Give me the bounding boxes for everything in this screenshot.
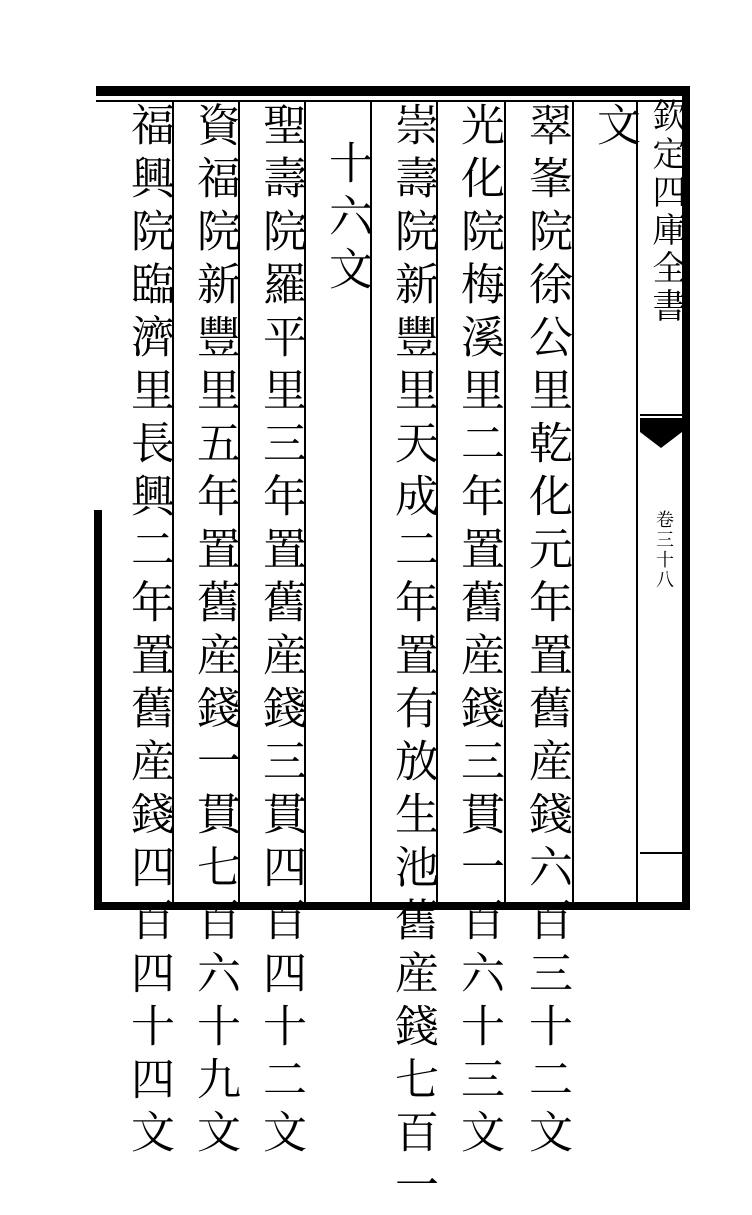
- text-column: 文: [589, 102, 640, 155]
- text-column: 翠峯院徐公里乾化元年置舊産錢六百三十二文: [521, 102, 572, 1162]
- top-border: [96, 86, 688, 96]
- book-title: 欽定四庫全書: [646, 98, 686, 326]
- text-column: 十六文: [321, 140, 372, 299]
- column-divider: [636, 100, 638, 902]
- text-column: 資福院新豐里五年置舊産錢一貫七百六十九文: [189, 102, 240, 1162]
- text-column: 崇壽院新豐里天成二年置有放生池舊産錢七百一: [387, 102, 438, 1215]
- text-column: 福興院臨濟里長興二年置舊産錢四百四十四文: [123, 102, 174, 1162]
- fishtail-mark-icon: [640, 418, 682, 458]
- page-header-column: [640, 92, 686, 902]
- text-column: 聖壽院羅平里三年置舊産錢三貫四百四十二文: [255, 102, 306, 1162]
- text-column: 光化院梅溪里二年置舊産錢三貫一百六十三文: [453, 102, 504, 1162]
- volume-number: 卷三十八: [653, 510, 674, 590]
- left-border: [94, 510, 102, 910]
- header-rule: [640, 852, 682, 854]
- header-rule: [640, 414, 682, 416]
